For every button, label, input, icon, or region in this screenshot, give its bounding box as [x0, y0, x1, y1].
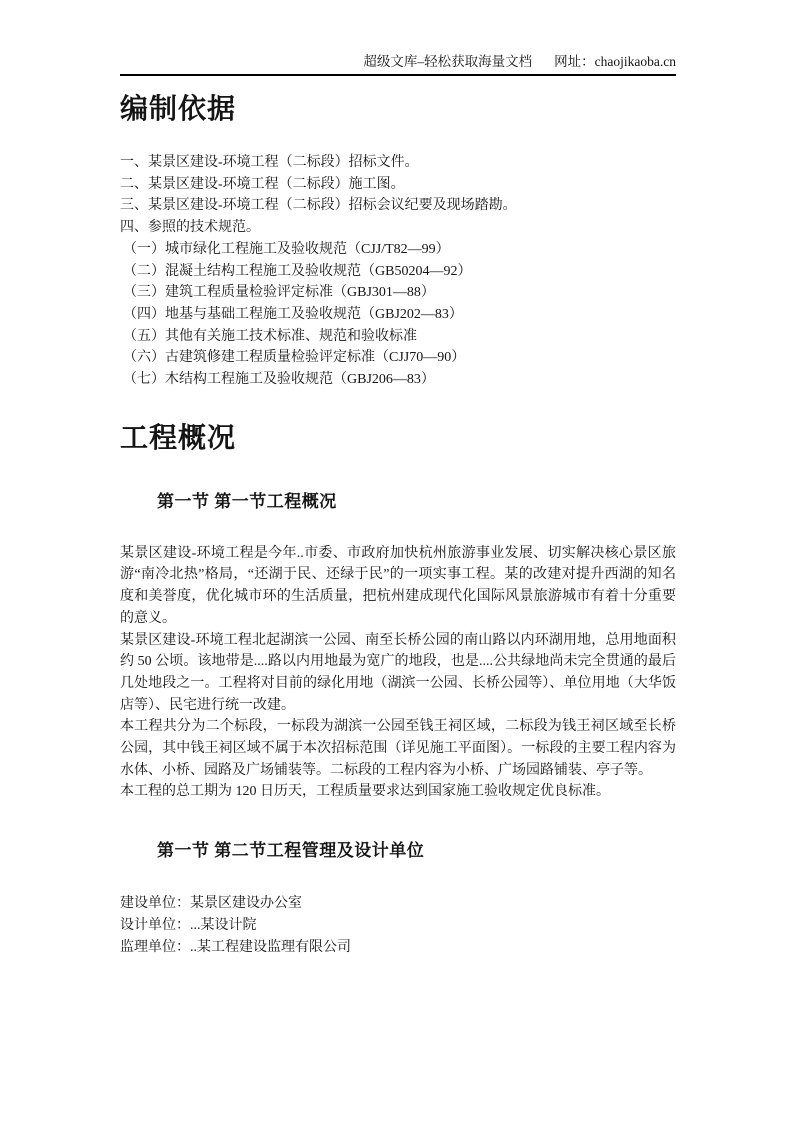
- list-item: （七）木结构工程施工及验收规范（GBJ206—83）: [123, 372, 435, 388]
- list-item: 二、某景区建设-环境工程（二标段）施工图。: [120, 176, 405, 192]
- list-item: 一、某景区建设-环境工程（二标段）招标文件。: [120, 155, 419, 170]
- unit-line: 设计单位：...某设计院: [120, 917, 257, 933]
- paragraph: 本工程的总工期为 120 日历天，工程质量要求达到国家施工验收规定优良标准。: [120, 784, 610, 800]
- paragraph: 某景区建设-环境工程是今年..市委、市政府加快杭州旅游事业发展、切实解决核心景区旅游“南冷北热”格局，“还湖于民、还绿于民”的一项实事工程。某的改建对提升西湖的知名度和美誉度，优化城市环的生活质量，把杭州建成现代化国际风景旅游城市有着十分重要的意义。: [120, 545, 676, 626]
- overview-paragraphs: [120, 543, 676, 803]
- page-header: [120, 0, 676, 76]
- header-url-label: 网址：: [554, 54, 595, 69]
- list-item: （一）城市绿化工程施工及验收规范（CJJ/T82—99）: [123, 241, 450, 257]
- title-project-overview: 工程概况: [120, 422, 237, 454]
- list-item: 三、某景区建设-环境工程（二标段）招标会议纪要及现场踏勘。: [120, 198, 517, 214]
- list-item: （五）其他有关施工技术标准、规范和验收标准: [123, 328, 417, 344]
- unit-lines: [120, 893, 676, 958]
- header-site-name: 超级文库–轻松获取海量文档: [363, 54, 533, 69]
- list-item: 四、参照的技术规范。: [120, 220, 260, 236]
- unit-line: 建设单位：某景区建设办公室: [120, 896, 302, 912]
- section-heading-overview: 第一节 第一节工程概况: [157, 491, 337, 511]
- unit-line: 监理单位：..某工程建设监理有限公司: [120, 939, 351, 955]
- basis-list: [120, 152, 676, 239]
- paragraph: 本工程共分为二个标段，一标段为湖滨一公园至钱王祠区域，二标段为钱王祠区域至长桥公园，其中钱王祠区域不属于本次招标范围（详见施工平面图）。一标段的主要工程内容为水体、小桥、园路及广场铺装等。二标段的工程内容为小桥、广场园路铺装、亭子等。: [120, 719, 676, 778]
- list-item: （四）地基与基础工程施工及验收规范（GBJ202—83）: [123, 306, 463, 322]
- basis-list-block: [120, 152, 676, 391]
- list-item: （六）古建筑修建工程质量检验评定标准（CJJ70—90）: [123, 350, 466, 366]
- section-heading-management: 第一节 第二节工程管理及设计单位: [157, 841, 425, 861]
- header-url: chaojikaoba.cn: [594, 54, 676, 69]
- list-item: （二）混凝土结构工程施工及验收规范（GB50204—92）: [123, 263, 472, 279]
- paragraph: 某景区建设-环境工程北起湖滨一公园、南至长桥公园的南山路以内环湖用地，总用地面积约 50 公顷。该地带是....路以内用地最为宽广的地段，也是....公共绿地尚未完全贯通的最后几处地段之一。工程将对目前的绿化用地（湖滨一公园、长桥公园等）、单位用地（大华饭店等）、民宅进行统一改建。: [120, 632, 676, 713]
- title-compilation-basis: 编制依据: [120, 94, 237, 125]
- spec-list: [120, 239, 676, 391]
- list-item: （三）建筑工程质量检验评定标准（GBJ301—88）: [123, 285, 435, 301]
